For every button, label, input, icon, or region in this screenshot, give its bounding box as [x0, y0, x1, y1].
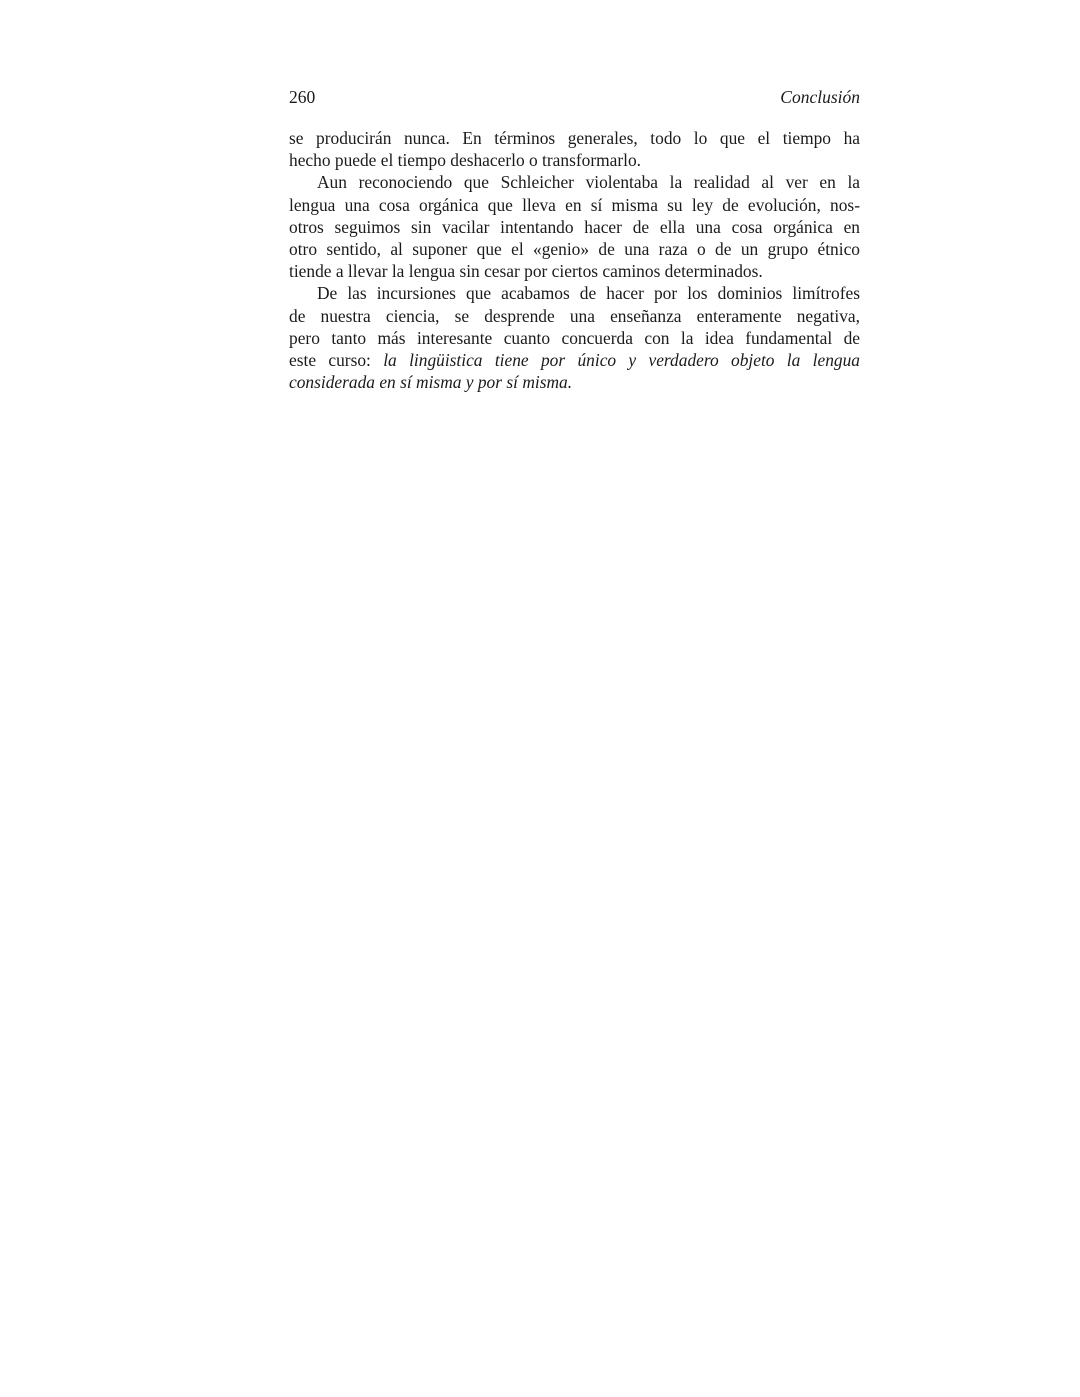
text-line — [289, 305, 860, 327]
paragraph — [289, 282, 860, 393]
text-line — [289, 327, 860, 349]
text-line — [289, 371, 860, 393]
paragraph — [289, 127, 860, 171]
text-line — [289, 260, 860, 282]
text-line — [289, 238, 860, 260]
text-line — [289, 216, 860, 238]
text-segment: se producirán nunca. En términos generales, todo lo que el tiempo ha — [289, 128, 860, 148]
paragraph — [289, 171, 860, 282]
text-segment: este curso: — [289, 350, 384, 371]
italic-text-segment: la lingüistica tiene por único y verdadero objeto la lengua — [383, 350, 861, 371]
running-title: Conclusión — [780, 87, 860, 107]
text-line — [289, 149, 860, 171]
page-number: 260 — [289, 87, 316, 107]
text-segment: lengua una cosa orgánica que lleva en sí misma su ley de evolución, nos- — [289, 194, 860, 215]
text-segment: pero tanto más interesante cuanto concuerda con la idea fundamental de — [289, 327, 860, 348]
text-line — [289, 194, 860, 216]
text-segment: hecho puede el tiempo deshacerlo o transformarlo. — [289, 150, 642, 171]
text-segment: tiende a llevar la lengua sin cesar por ciertos caminos determinados. — [289, 261, 763, 282]
page-content — [289, 86, 860, 393]
page-body — [289, 127, 860, 393]
text-line — [289, 282, 860, 304]
text-line — [289, 127, 860, 149]
text-segment: De las incursiones que acabamos de hacer por los dominios limítrofes — [317, 283, 860, 304]
italic-text-segment: considerada en sí misma y por sí misma. — [289, 372, 573, 393]
page-header — [289, 86, 860, 108]
text-segment: otro sentido, al suponer que el «genio» de una raza o de un grupo étnico — [289, 239, 860, 260]
text-line — [289, 171, 860, 193]
text-segment: Aun reconociendo que Schleicher violentaba la realidad al ver en la — [317, 172, 860, 193]
text-line — [289, 349, 860, 371]
text-segment: otros seguimos sin vacilar intentando hacer de ella una cosa orgánica en — [289, 216, 860, 237]
text-segment: de nuestra ciencia, se desprende una enseñanza enteramente negativa, — [289, 305, 860, 326]
